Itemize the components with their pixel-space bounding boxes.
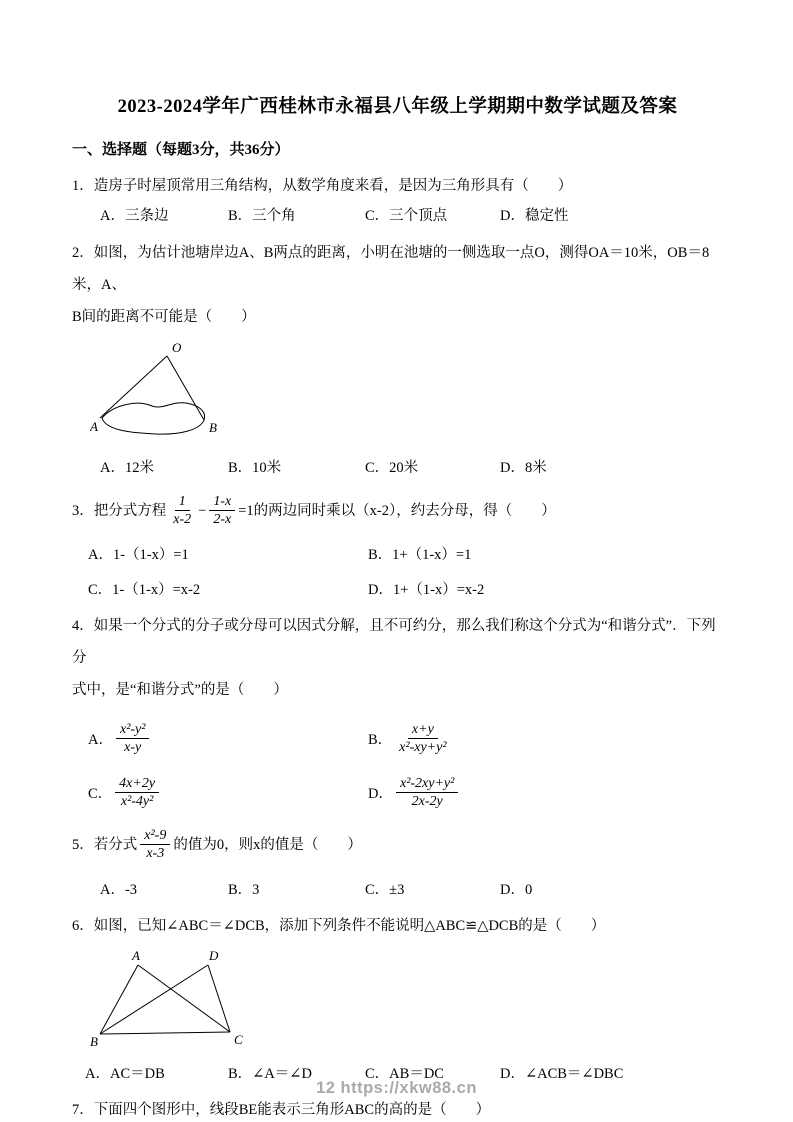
line-bd (100, 965, 208, 1034)
question-3-option-c: C．1-（1-x）=x-2 (88, 581, 201, 598)
fraction: $\frac{\text{x²-y²}}{x-y}$ (116, 721, 149, 757)
question-6-option-d: D．∠ACB＝∠DBC (500, 1065, 624, 1082)
fraction: $\frac{x+y}{\text{x²-xy+y²}}$ (399, 721, 447, 756)
question-4 (72, 611, 723, 811)
question-4-option-a (88, 721, 368, 757)
question-4-stem-line2: 式中，是“和谐分式”的是（ ） (72, 681, 288, 698)
option-label: A． (88, 732, 113, 749)
question-7-stem: 7．下面四个图形中，线段BE能表示三角形ABC的高的是（ ） (72, 1101, 491, 1118)
section-heading: 一、选择题（每题3分，共36分） (72, 142, 290, 158)
question-6-option-b: B．∠A＝∠D (228, 1065, 312, 1082)
question-4-option-b (368, 721, 723, 757)
question-1-option-c: C．三个顶点 (365, 208, 448, 225)
line-ac (138, 965, 230, 1032)
question-5-option-a: A．-3 (100, 881, 138, 898)
question-5-option-b: B．3 (228, 881, 260, 898)
question-1 (72, 171, 723, 232)
triangle-label-a: A (132, 947, 140, 963)
question-3-stem (72, 489, 723, 533)
question-5-options (72, 875, 723, 905)
option-label: C． (88, 786, 113, 803)
line-ba (100, 965, 138, 1034)
pond-label-b: B (209, 419, 217, 435)
question-3-options (72, 541, 723, 605)
page-footer: 12 https://xkw88.cn (316, 1079, 477, 1097)
question-2-option-a: A．12米 (100, 459, 154, 476)
question-2-option-d: D．8米 (500, 459, 547, 476)
question-7 (72, 1095, 723, 1122)
question-5-suffix: 的值为0，则x的值是（ ） (173, 836, 362, 853)
minus-operator: − (198, 502, 207, 519)
option-label: D． (368, 786, 393, 803)
pond-label-o: O (172, 339, 182, 355)
question-3 (72, 489, 723, 605)
question-2 (72, 238, 723, 483)
question-3-option-a: A．1-（1-x）=1 (88, 546, 189, 563)
triangle-label-d: D (209, 947, 219, 963)
question-5 (72, 823, 723, 905)
line-oa (100, 356, 167, 418)
question-3-suffix: 的两边同时乘以（x-2），约去分母，得（ ） (253, 502, 556, 519)
question-4-stem-line1: 4．如果一个分式的分子或分母可以因式分解，且不可约分，那么我们称这个分式为“和谐分式”．下列分 (72, 617, 716, 666)
triangles-figure (90, 948, 260, 1050)
line-dc (208, 965, 230, 1032)
question-1-option-b: B．三个角 (228, 208, 296, 225)
question-1-option-d: D．稳定性 (500, 208, 569, 225)
question-2-option-b: B．10米 (228, 459, 282, 476)
fraction: $\frac{\text{x²-9}}{x-3}$ (140, 827, 170, 863)
question-4-option-c (88, 775, 368, 811)
question-6-stem: 6．如图，已知∠ABC＝∠DCB，添加下列条件不能说明△ABC≌△DCB的是（ ） (72, 918, 606, 935)
line-bc (100, 1032, 230, 1034)
question-5-option-d: D．0 (500, 881, 533, 898)
pond-figure (90, 340, 325, 444)
page-title: 2023-2024学年广西桂林市永福县八年级上学期期中数学试题及答案 (117, 97, 678, 117)
question-6 (72, 911, 723, 1089)
triangle-label-b: B (90, 1033, 98, 1049)
question-3-option-d: D．1+（1-x）=x-2 (368, 581, 485, 598)
question-5-stem (72, 823, 723, 867)
question-2-stem-line2: B间的距离不可能是（ ） (72, 308, 256, 325)
fraction-1: $\frac{1}{x-2}$ (173, 493, 192, 528)
question-5-option-c: C．±3 (365, 881, 405, 898)
option-label: B． (368, 732, 393, 749)
question-1-options (72, 201, 723, 231)
equals-one: =1 (238, 502, 254, 519)
question-6-option-a: A．AC＝DB (85, 1065, 165, 1082)
line-ob (167, 356, 204, 420)
fraction-2: $\frac{1-x}{2-x}$ (209, 493, 235, 529)
question-4-options (72, 721, 723, 811)
pond-shape (102, 402, 205, 433)
question-2-figure (90, 340, 723, 449)
question-1-option-a: A．三条边 (100, 208, 169, 225)
triangle-label-c: C (234, 1031, 243, 1047)
question-3-prefix: 3．把分式方程 (72, 502, 167, 519)
question-6-figure (90, 948, 723, 1055)
pond-label-a: A (90, 418, 98, 434)
fraction: $\frac{4x+2y}{\text{x²-4y²}}$ (115, 775, 159, 811)
question-1-stem: 1．造房子时屋顶常用三角结构，从数学角度来看，是因为三角形具有（ ） (72, 178, 573, 194)
question-3-option-b: B．1+（1-x）=1 (368, 546, 472, 563)
question-2-options (72, 453, 723, 483)
question-5-prefix: 5．若分式 (72, 836, 138, 853)
question-2-option-c: C．20米 (365, 459, 419, 476)
fraction: $\frac{\text{x²-2xy+y²}}{2x-2y}$ (396, 775, 458, 811)
question-4-option-d (368, 775, 723, 811)
question-6-option-c: C．AB＝DC (365, 1065, 444, 1082)
question-2-stem-line1: 2．如图，为估计池塘岸边A、B两点的距离，小明在池塘的一侧选取一点O，测得OA＝10米，OB＝8米，A、 (72, 244, 710, 293)
